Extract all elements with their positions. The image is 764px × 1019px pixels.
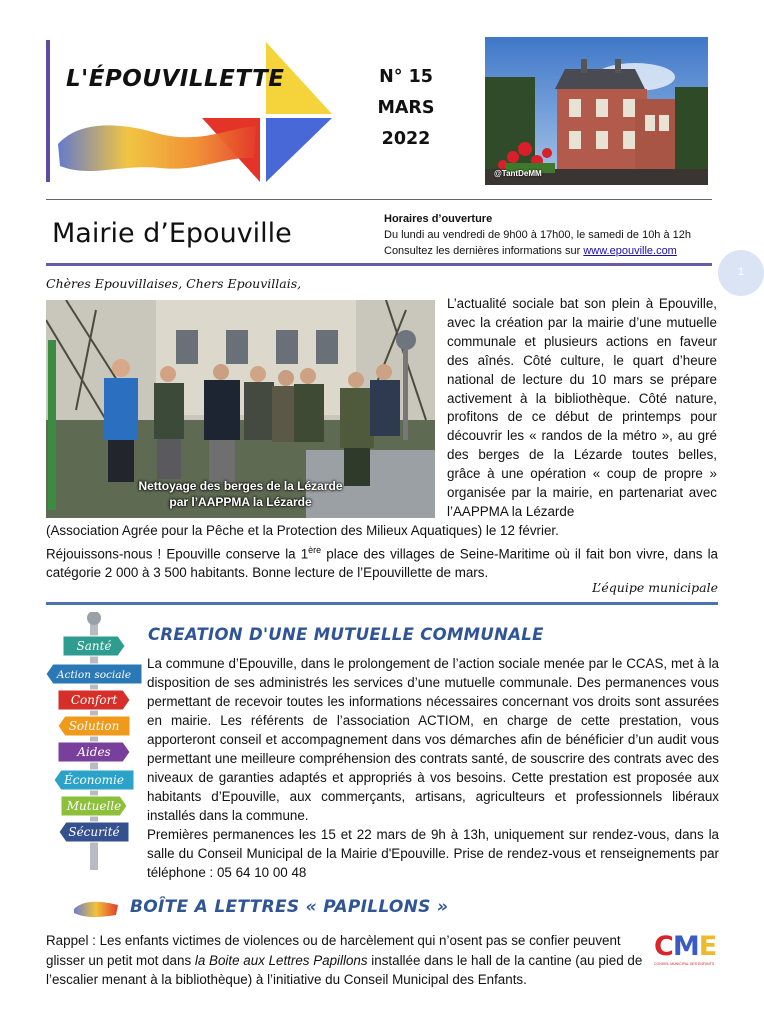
opening-hours	[384, 211, 691, 259]
edito-paragraph-1: L’actualité sociale bat son plein à Epouville, avec la création par la mairie d’une mutuelle communale et plusieurs actions en faveur des aînés. Côté culture, le quart d’heure national de lecture du 10 mars se prépare activement à la bibliothèque. Côté nature, profitons de ce début de printemps pour découvrir les « randos de la métro », au gré des berges de la Lézarde toutes belles, grâce à une opération « coup de propre » organisée par la mairie, en partenariat avec l’AAPPMA la Lézarde	[447, 296, 717, 519]
paragraph-2-start: Réjouissons-nous ! Epouville conserve la 1	[46, 545, 309, 561]
cme-subtext: CONSEIL MUNICIPAL DES ENFANTS	[654, 962, 715, 966]
signpost-sign	[59, 822, 129, 842]
caption-line-2: par l’AAPPMA la Lézarde	[169, 495, 312, 509]
cme-logo: CME CONSEIL MUNICIPAL DES ENFANTS	[654, 931, 717, 966]
hours-line: Du lundi au vendredi de 9h00 à 17h00, le samedi de 10h à 12h	[384, 229, 692, 241]
issue-year: 2022	[381, 129, 431, 149]
mairie-title: Mairie d’Epouville	[52, 218, 292, 249]
town-hall-photo	[485, 37, 708, 185]
website-link[interactable]: www.epouville.com	[583, 245, 677, 257]
signpost-label: Mutuelle	[66, 799, 122, 813]
signpost-label: Santé	[76, 639, 112, 653]
newsletter-title: L'ÉPOUVILLETTE	[66, 66, 285, 92]
brush-stroke-icon	[72, 897, 120, 919]
papillons-title: BOÎTE A LETTRES « PAPILLONS »	[130, 897, 449, 917]
mutuelle-title: CREATION D'UNE MUTUELLE COMMUNALE	[148, 625, 544, 644]
signature: L’équipe municipale	[592, 580, 718, 595]
ordinal-suffix: ère	[308, 544, 322, 555]
signpost-sign	[61, 796, 127, 816]
signpost-sign	[46, 664, 142, 684]
signpost-label: Économie	[64, 773, 124, 787]
mutuelle-paragraph-2: Premières permanences les 15 et 22 mars de 9h à 13h, uniquement sur rendez-vous, dans la salle du Conseil Municipal de la Mairie d'Epouville. Prise de rendez-vous et renseignements par téléphone : 05 64 10 00 48	[147, 827, 719, 880]
signpost-sign	[63, 636, 125, 656]
signpost-sign	[58, 742, 130, 762]
divider	[46, 199, 712, 200]
issue-number: N° 15	[379, 67, 433, 87]
papillons-text-end: installée dans le hall de la cantine (au pied de l’escalier menant à la bibliothèque) à l’initiative du Conseil Municipal des Enfants.	[46, 952, 643, 987]
signpost-label: Sécurité	[68, 825, 120, 839]
epouvillette-logo	[50, 40, 340, 185]
divider-purple	[46, 263, 712, 266]
signpost-label: Action sociale	[56, 669, 132, 681]
photo-credit: @TantDeMM	[494, 169, 542, 178]
edito-paragraph-2	[46, 541, 718, 583]
page-number: 1	[718, 250, 764, 296]
signpost-sign	[54, 770, 134, 790]
papillons-box-name: la Boite aux Lettres Papillons	[194, 952, 368, 968]
caption-line-1: Nettoyage des berges de la Lézarde	[138, 479, 343, 493]
paragraph-2-end: place des villages de Seine-Maritime où il fait bon vivre, dans la catégorie 2 000 à 3 500 habitants. Bonne lecture de l’Epouvillette de mars.	[46, 545, 718, 581]
mutuelle-body	[147, 654, 719, 882]
greeting: Chères Epouvillaises, Chers Epouvillais,	[46, 276, 302, 291]
photo-caption	[46, 478, 435, 510]
signpost-sign	[58, 690, 130, 710]
signpost-label: Confort	[70, 693, 118, 707]
issue-month: MARS	[377, 98, 435, 118]
signpost-label: Aides	[77, 745, 111, 759]
divider-blue	[46, 602, 718, 605]
edito-continued	[46, 521, 718, 583]
info-line	[384, 243, 691, 259]
signpost-sign	[58, 716, 130, 736]
signpost-label: Solution	[68, 719, 120, 733]
hours-heading: Horaires d’ouverture	[384, 213, 493, 225]
signpost-illustration	[46, 612, 142, 870]
edito-paragraph-1-end: (Association Agrée pour la Pêche et la Protection des Milieux Aquatiques) le 12 février.	[46, 523, 559, 538]
info-prefix: Consultez les dernières informations sur	[384, 245, 584, 257]
issue-info	[360, 62, 452, 155]
papillons-body	[46, 931, 646, 990]
papillons-text-start: Rappel : Les enfants victimes de violences ou de harcèlement qui n’osent pas se confier peuvent glisser un petit mot dans	[46, 933, 621, 968]
mutuelle-paragraph-1: La commune d’Epouville, dans le prolongement de l’action sociale menée par le CCAS, met à la disposition de ses administrés les services d’une mutuelle communale. Des permanences vous permettant de recevoir toutes les informations nécessaires concernant vos droits sont assurées en mairie. Les référents de l’association ACTIOM, en charge de cette prestation, vous apporteront conseil et accompagnement dans vos démarches afin de bénéficier d’un audit vous permettant une meilleure compréhension des contrats santé, de souscrire des contrats avec des niveaux de garanties adaptés et appropriés à vos besoins. Cette prestation est proposée aux habitants d’Epouville, aux commerçants, artisans, agriculteurs et professionnels libéraux installés dans la commune.	[147, 656, 719, 823]
